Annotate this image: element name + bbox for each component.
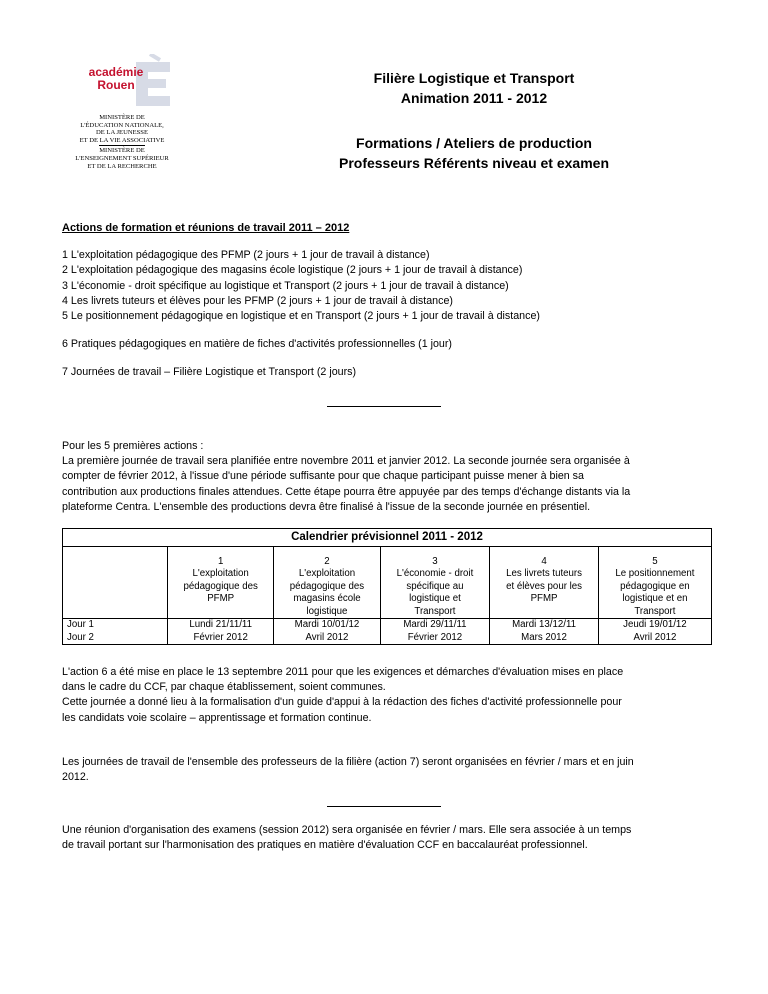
calendar-col-4 — [490, 547, 599, 619]
paragraph-line: Les journées de travail de l'ensemble des professeurs de la filière (action 7) seront organisées en février / mars et en juin — [62, 756, 634, 768]
col-label: et élèves pour les — [506, 580, 583, 592]
document-subtitle — [180, 133, 768, 173]
action7-paragraph — [62, 755, 714, 785]
col-number: 1 — [217, 555, 224, 567]
separator-line — [327, 806, 441, 807]
action-item: 5 Le positionnement pédagogique en logistique et en Transport (2 jours + 1 jour de travail à distance) — [62, 310, 540, 323]
paragraph-line: les candidats voie scolaire – apprentissage et formation continue. — [62, 711, 372, 724]
title-line: Animation 2011 - 2012 — [400, 90, 548, 106]
action-item-7: 7 Journées de travail – Filière Logistique et Transport (2 jours) — [62, 366, 357, 379]
date-day2: Avril 2012 — [633, 631, 677, 643]
academy-logo — [62, 52, 182, 170]
ministry-line: DE LA JEUNESSE — [95, 129, 149, 137]
calendar-col-5 — [598, 547, 711, 619]
col-label: pédagogique des — [183, 580, 258, 592]
intro-line: plateforme Centra. L'ensemble des productions devra être finalisé à l'issue de la seconde journée en présentiel. — [62, 500, 591, 513]
col-label: logistique — [306, 605, 348, 617]
intro-line: contribution aux productions finales attendues. Cette étape pourra être appuyée par des temps d'échange distants via la — [62, 485, 631, 498]
logo-text-rouen: Rouen — [97, 78, 135, 92]
dates-col-5 — [598, 619, 711, 645]
exam-paragraph — [62, 823, 714, 853]
date-day1: Lundi 21/11/11 — [189, 619, 252, 630]
date-day1: Jeudi 19/01/12 — [623, 619, 687, 630]
ministry-line: MINISTÈRE DE — [99, 147, 145, 155]
col-number: 4 — [541, 555, 547, 567]
calendar-col-3 — [380, 547, 490, 619]
ministry-higher-education — [62, 147, 182, 170]
paragraph-line: dans le cadre du CCF, par chaque établissement, soient communes. — [62, 681, 386, 694]
document-title — [180, 68, 768, 108]
paragraph-line: 2012. — [62, 771, 89, 784]
logo-text-academie: académie — [88, 65, 144, 79]
col-number: 5 — [652, 555, 658, 567]
logo-mark — [68, 52, 176, 114]
calendar-col-1 — [168, 547, 274, 619]
action-item: 3 L'économie - droit spécifique au logistique et Transport (2 jours + 1 jour de travail à distance) — [62, 279, 509, 292]
action-item: 2 L'exploitation pédagogique des magasins école logistique (2 jours + 1 jour de travail à distance) — [62, 264, 523, 277]
col-label: L'économie - droit — [396, 568, 474, 579]
dates-col-3 — [380, 619, 490, 645]
calendar-col-2 — [274, 547, 380, 619]
action-item: 4 Les livrets tuteurs et élèves pour les PFMP (2 jours + 1 jour de travail à distance) — [62, 294, 453, 307]
paragraph-line: L'action 6 a été mise en place le 13 septembre 2011 pour que les exigences et démarches d'évaluation mises en place — [62, 666, 624, 678]
col-label: PFMP — [207, 593, 235, 604]
ministry-line: L'ENSEIGNEMENT SUPÉRIEUR — [75, 154, 169, 162]
ministry-line: ET DE LA VIE ASSOCIATIVE — [79, 136, 165, 144]
dates-col-1 — [168, 619, 274, 645]
paragraph-line: Une réunion d'organisation des examens (session 2012) sera organisée en février / mars. Elle sera associée à un temps — [62, 824, 632, 836]
ministry-line: ET DE LA RECHERCHE — [87, 162, 157, 170]
actions-section — [62, 221, 714, 381]
separator-line — [327, 406, 441, 407]
intro-line: La première journée de travail sera planifiée entre novembre 2011 et janvier 2012. La seconde journée sera organisée à — [62, 455, 630, 468]
subtitle-line: Formations / Ateliers de production — [356, 135, 592, 151]
action-item-6: 6 Pratiques pédagogiques en matière de fiches d'activités professionnelles (1 jour) — [62, 338, 452, 351]
paragraph-line: Cette journée a donné lieu à la formalisation d'un guide d'appui à la rédaction des fiches d'activité professionnelle pour — [62, 696, 622, 709]
date-day2: Février 2012 — [193, 631, 248, 643]
calendar-table — [62, 528, 712, 645]
col-label: logistique et — [409, 593, 461, 604]
date-day1: Mardi 10/01/12 — [294, 619, 360, 630]
col-label: pédagogique en — [620, 580, 690, 592]
action6-paragraph — [62, 665, 714, 726]
row-label-day1: Jour 1 — [67, 619, 94, 630]
row-labels-cell — [63, 619, 168, 645]
ministry-line: L'ÉDUCATION NATIONALE, — [80, 121, 164, 129]
action-item: 1 L'exploitation pédagogique des PFMP (2 jours + 1 jour de travail à distance) — [62, 249, 430, 262]
intro-lead: Pour les 5 premières actions : — [62, 440, 204, 452]
col-label: L'exploitation — [298, 568, 356, 579]
date-day1: Mardi 13/12/11 — [512, 619, 576, 630]
col-label: magasins école — [293, 593, 361, 604]
intro-paragraph — [62, 439, 714, 515]
dates-col-4 — [490, 619, 599, 645]
section-heading: Actions de formation et réunions de travail 2011 – 2012 — [62, 222, 350, 234]
date-day2: Avril 2012 — [305, 631, 349, 643]
date-day2: Février 2012 — [407, 631, 463, 643]
col-number: 2 — [324, 555, 330, 567]
calendar-caption: Calendrier prévisionnel 2011 - 2012 — [63, 529, 712, 547]
col-label: Transport — [414, 605, 456, 617]
date-day1: Mardi 29/11/11 — [403, 619, 467, 630]
date-day2: Mars 2012 — [521, 631, 567, 643]
dates-col-2 — [274, 619, 380, 645]
col-label: PFMP — [530, 593, 558, 604]
row-label-day2: Jour 2 — [67, 631, 94, 643]
header-blank-cell — [63, 547, 168, 619]
title-line: Filière Logistique et Transport — [373, 70, 575, 86]
col-label: spécifique au — [406, 580, 464, 592]
col-label: L'exploitation — [192, 568, 249, 579]
logo-wordmark — [86, 66, 146, 108]
ministry-education — [62, 114, 182, 144]
intro-line: compter de février 2012, à l'issue d'une période suffisante pour que chaque participant puisse mener à bien sa — [62, 470, 584, 483]
col-label: Les livrets tuteurs — [506, 568, 582, 579]
col-number: 3 — [432, 555, 438, 567]
col-label: pédagogique des — [289, 580, 365, 592]
paragraph-line: de travail portant sur l'harmonisation des pratiques en matière d'évaluation CCF en baccalauréat professionnel. — [62, 839, 588, 852]
ministry-line: MINISTÈRE DE — [99, 114, 145, 121]
col-label: logistique et en — [622, 593, 688, 604]
col-label: Le positionnement — [615, 568, 695, 579]
col-label: Transport — [634, 605, 676, 617]
subtitle-line: Professeurs Référents niveau et examen — [338, 155, 609, 171]
